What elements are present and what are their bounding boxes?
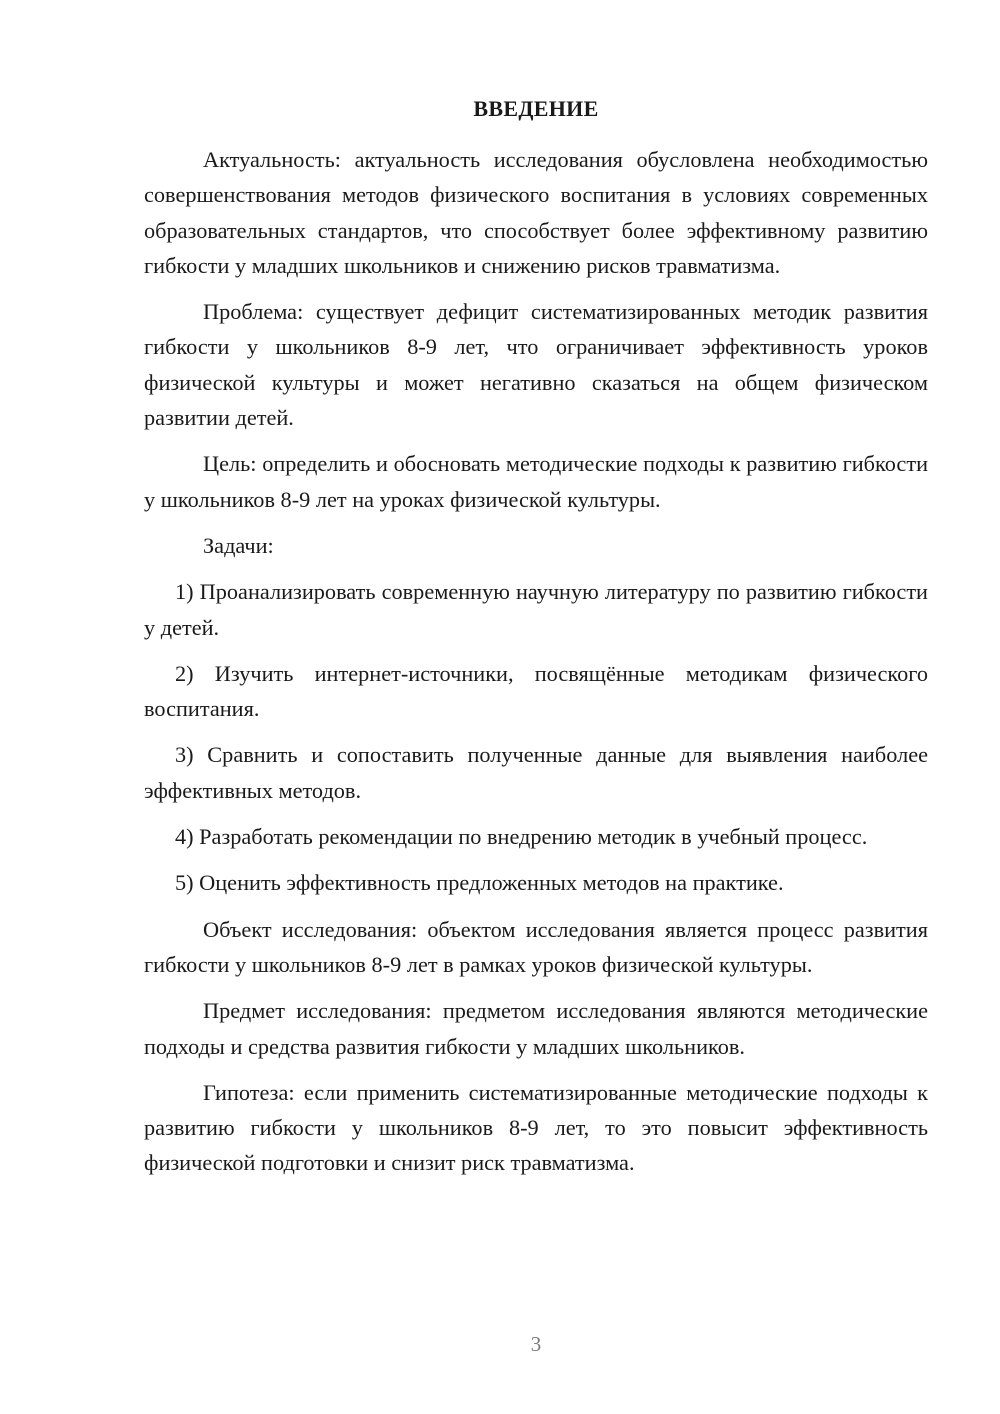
tasks-heading: Задачи: — [203, 532, 274, 558]
problem-paragraph: Проблема: существует дефицит систематизированных методик развития гибкости у школьников 8-9 лет, что ограничивает эффективность уроков физической культуры и может негативно сказаться на общем физическом развитии детей. — [144, 299, 928, 431]
task-item-1: 1) Проанализировать современную научную литературу по развитию гибкости у детей. — [144, 579, 928, 640]
object-paragraph: Объект исследования: объектом исследования является процесс развития гибкости у школьников 8-9 лет в рамках уроков физической культуры. — [144, 916, 928, 977]
relevance-paragraph: Актуальность: актуальность исследования обусловлена необходимостью совершенствования методов физического воспитания в условиях современных образовательных стандартов, что способствует более эффективному развитию гибкости у младших школьников и снижению рисков травматизма. — [144, 147, 928, 278]
goal-paragraph: Цель: определить и обосновать методические подходы к развитию гибкости у школьников 8-9 лет на уроках физической культуры. — [144, 451, 928, 512]
page-number: 3 — [530, 1332, 542, 1356]
task-item-2: 2) Изучить интернет-источники, посвящённые методикам физического воспитания. — [144, 660, 928, 722]
task-item-3: 3) Сравнить и сопоставить полученные данные для выявления наиболее эффективных методов. — [144, 742, 928, 803]
tasks-list — [144, 574, 928, 900]
document-body — [144, 142, 928, 1181]
task-item-4: 4) Разработать рекомендации по внедрению методик в учебный процесс. — [175, 824, 868, 850]
hypothesis-paragraph: Гипотеза: если применить систематизированные методические подходы к развитию гибкости у школьников 8-9 лет, то это повысит эффективность физической подготовки и снизит риск травматизма. — [144, 1079, 928, 1176]
subject-paragraph: Предмет исследования: предметом исследования являются методические подходы и средства развития гибкости у младших школьников. — [144, 998, 928, 1059]
task-item-5: 5) Оценить эффективность предложенных методов на практике. — [175, 870, 784, 896]
section-title: ВВЕДЕНИЕ — [473, 96, 599, 121]
